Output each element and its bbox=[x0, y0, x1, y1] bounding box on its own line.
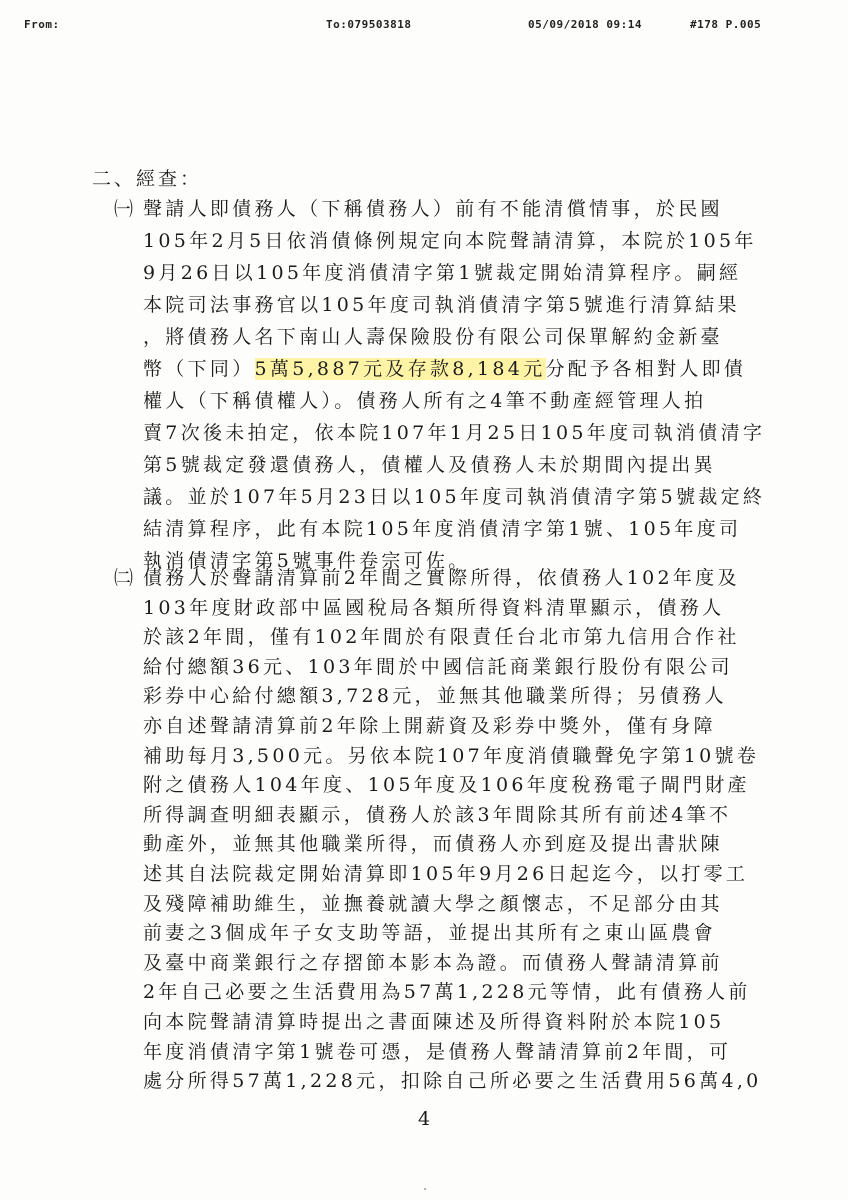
text-line: 及殘障補助維生，並撫養就讀大學之顏懷志，不足部分由其 bbox=[143, 892, 723, 915]
text-line-highlight bbox=[143, 357, 746, 381]
page-number: 4 bbox=[417, 1108, 431, 1130]
fax-from: From: bbox=[24, 18, 60, 31]
text-line: 亦自述聲請清算前2年除上開薪資及彩券中獎外，僅有身障 bbox=[143, 715, 716, 737]
line-start: 幣（下同） bbox=[143, 358, 255, 380]
text-line: 及臺中商業銀行之存摺節本影本為證。而債務人聲請清算前 bbox=[143, 951, 723, 974]
section-heading: 二、經查： bbox=[92, 168, 203, 190]
text-line: 結清算程序，此有本院105年度消債清字第1號、105年度司 bbox=[143, 518, 742, 540]
text-line: 於該2年間，僅有102年間於有限責任台北市第九信用合作社 bbox=[143, 626, 740, 649]
text-line: 9月26日以105年度消債清字第1號裁定開始清算程序。嗣經 bbox=[143, 262, 742, 284]
text-line: 年度消債清字第1號卷可憑，是債務人聲請清算前2年間，可 bbox=[143, 1040, 732, 1063]
text-line: 處分所得57萬1,228元，扣除自己所必要之生活費用56萬4,0 bbox=[143, 1070, 762, 1093]
text-line: 2年自己必要之生活費用為57萬1,228元等情，此有債務人前 bbox=[143, 981, 751, 1004]
fax-header bbox=[0, 18, 848, 38]
fax-datetime: 05/09/2018 09:14 bbox=[528, 18, 642, 31]
text-line: ，將債務人名下南山人壽保險股份有限公司保單解約金新臺 bbox=[143, 326, 723, 348]
fax-to: To:079503818 bbox=[326, 18, 412, 31]
text-line: 聲請人即債務人（下稱債務人）前有不能清償情事，於民國 bbox=[143, 198, 723, 220]
paragraph-marker: ㈡ bbox=[114, 567, 134, 589]
fax-page-ref: #178 P.005 bbox=[690, 18, 762, 31]
text-line: 給付總額36元、103年間於中國信託商業銀行股份有限公司 bbox=[143, 655, 733, 678]
paragraph-marker: ㈠ bbox=[114, 198, 134, 220]
text-line: 議。並於107年5月23日以105年度司執消債清字第5號裁定終 bbox=[143, 486, 766, 508]
highlighted-amount: 5萬5,887元及存款8,184元 bbox=[254, 358, 546, 380]
text-line: 補助每月3,500元。另依本院107年度消債職聲免字第10號卷 bbox=[143, 744, 760, 767]
text-line: 債務人於聲請清算前2年間之實際所得，依債務人102年度及 bbox=[143, 567, 740, 589]
text-line: 105年2月5日依消債條例規定向本院聲請清算，本院於105年 bbox=[143, 230, 757, 252]
text-line: 權人（下稱債權人）。債務人所有之4筆不動產經管理人拍 bbox=[143, 390, 707, 412]
text-line: 本院司法事務官以105年度司執消債清字第5號進行清算結果 bbox=[143, 294, 740, 316]
text-line: 所得調查明細表顯示，債務人於該3年間除其所有前述4筆不 bbox=[143, 803, 732, 826]
text-line: 附之債務人104年度、105年度及106年度稅務電子閘門財產 bbox=[143, 774, 750, 797]
text-line: 動產外，並無其他職業所得，而債務人亦到庭及提出書狀陳 bbox=[143, 833, 723, 856]
text-line: 第5號裁定發還債務人，債權人及債務人未於期間內提出異 bbox=[143, 454, 716, 476]
text-line: 彩券中心給付總額3,728元，並無其他職業所得；另債務人 bbox=[143, 685, 727, 708]
scan-speck bbox=[424, 1188, 426, 1190]
text-line: 賣7次後未拍定，依本院107年1月25日105年度司執消債清字 bbox=[143, 422, 766, 444]
line-end: 分配予各相對人即債 bbox=[545, 358, 747, 380]
text-line: 向本院聲請清算時提出之書面陳述及所得資料附於本院105 bbox=[143, 1011, 725, 1033]
text-line: 執消債清字第5號事件卷宗可佐。 bbox=[143, 550, 471, 572]
text-line: 前妻之3個成年子女支助等語，並提出其所有之東山區農會 bbox=[143, 922, 716, 945]
text-line: 103年度財政部中區國稅局各類所得資料清單顯示，債務人 bbox=[143, 596, 725, 619]
text-line: 述其自法院裁定開始清算即105年9月26日起迄今，以打零工 bbox=[143, 863, 749, 885]
